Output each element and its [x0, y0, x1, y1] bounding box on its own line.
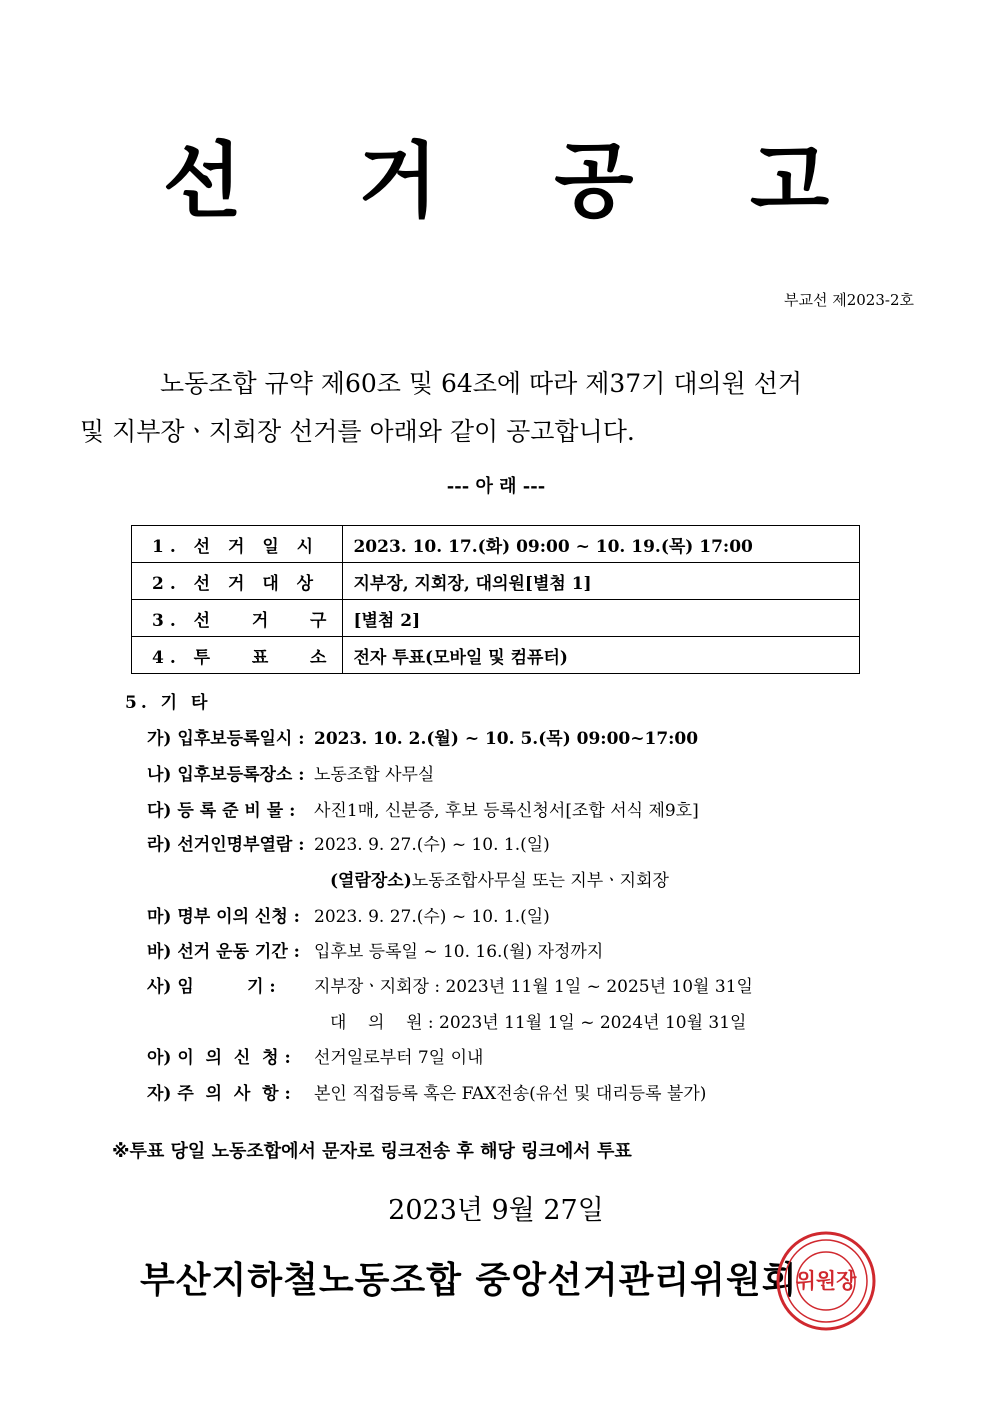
announcement-date: 2023년 9월 27일	[388, 1195, 604, 1226]
intro-line-1: 노동조합 규약 제60조 및 64조에 따라 제37기 대의원 선거	[160, 369, 803, 398]
item-label: 사) 임 기 :	[147, 977, 276, 997]
viewing-place-label: (열람장소)	[330, 871, 412, 891]
item-label: 나) 입후보등록장소 :	[147, 765, 305, 785]
item-value: 입후보 등록일 ~ 10. 16.(월) 자정까지	[314, 942, 604, 962]
intro-line-2: 및 지부장ㆍ지회장 선거를 아래와 같이 공고합니다.	[80, 417, 635, 446]
item-value: 노동조합 사무실	[314, 765, 435, 785]
list-item	[147, 1079, 706, 1104]
table-value: 전자 투표(모바일 및 컴퓨터)	[343, 637, 860, 674]
list-item	[147, 796, 699, 821]
list-item	[147, 830, 550, 855]
document-title: 선 거 공 고	[162, 133, 874, 229]
list-item	[147, 1043, 483, 1068]
official-seal	[775, 1230, 877, 1332]
list-item	[147, 972, 753, 997]
list-item	[147, 902, 550, 927]
table-row	[132, 563, 860, 600]
table-label: 2. 선 거 대 상	[132, 563, 343, 600]
item-label: 가) 입후보등록일시 :	[147, 729, 305, 749]
voting-notice: ※투표 당일 노동조합에서 문자로 링크전송 후 해당 링크에서 투표	[112, 1141, 632, 1162]
item-value: 지부장ㆍ지회장 : 2023년 11월 1일 ~ 2025년 10월 31일	[314, 977, 753, 997]
table-value: 2023. 10. 17.(화) 09:00 ~ 10. 19.(목) 17:00	[343, 526, 860, 563]
item-value: 2023. 10. 2.(월) ~ 10. 5.(목) 09:00~17:00	[314, 729, 699, 749]
election-info-table	[131, 525, 860, 674]
list-item	[147, 937, 603, 962]
item-label: 바) 선거 운동 기간 :	[147, 942, 300, 962]
viewing-place-line	[330, 866, 669, 891]
table-label: 1. 선 거 일 시	[132, 526, 343, 563]
table-value: 지부장, 지회장, 대의원[별첨 1]	[343, 563, 860, 600]
viewing-place-value: 노동조합사무실 또는 지부ㆍ지회장	[411, 871, 669, 891]
item-label: 자) 주 의 사 항 :	[147, 1084, 291, 1104]
etc-heading: 5. 기 타	[125, 693, 212, 713]
item-value: 사진1매, 신분증, 후보 등록신청서[조합 서식 제9호]	[314, 801, 699, 821]
list-item	[147, 724, 698, 749]
intro-paragraph	[80, 360, 915, 456]
item-label: 마) 명부 이의 신청 :	[147, 907, 300, 927]
below-heading: --- 아 래 ---	[446, 476, 546, 497]
item-value: 본인 직접등록 혹은 FAX전송(유선 및 대리등록 불가)	[314, 1084, 707, 1104]
document-number: 부교선 제2023-2호	[783, 291, 914, 309]
item-value: 2023. 9. 27.(수) ~ 10. 1.(일)	[314, 835, 550, 855]
table-value: [별첨 2]	[343, 600, 860, 637]
term-delegate-line: 대 의 원 : 2023년 11월 1일 ~ 2024년 10월 31일	[330, 1013, 747, 1033]
table-row	[132, 637, 860, 674]
item-value: 2023. 9. 27.(수) ~ 10. 1.(일)	[314, 907, 550, 927]
table-row	[132, 526, 860, 563]
item-label: 라) 선거인명부열람 :	[147, 835, 305, 855]
item-label: 다) 등 록 준 비 물 :	[147, 801, 296, 821]
table-label: 3. 선 거 구	[132, 600, 343, 637]
item-label: 아) 이 의 신 청 :	[147, 1048, 291, 1068]
table-label: 4. 투 표 소	[132, 637, 343, 674]
item-value: 선거일로부터 7일 이내	[314, 1048, 484, 1068]
organization-name: 부산지하철노동조합 중앙선거관리위원회	[140, 1259, 798, 1301]
table-row	[132, 600, 860, 637]
list-item	[147, 760, 434, 785]
seal-signatory: 위원장	[795, 1269, 857, 1293]
